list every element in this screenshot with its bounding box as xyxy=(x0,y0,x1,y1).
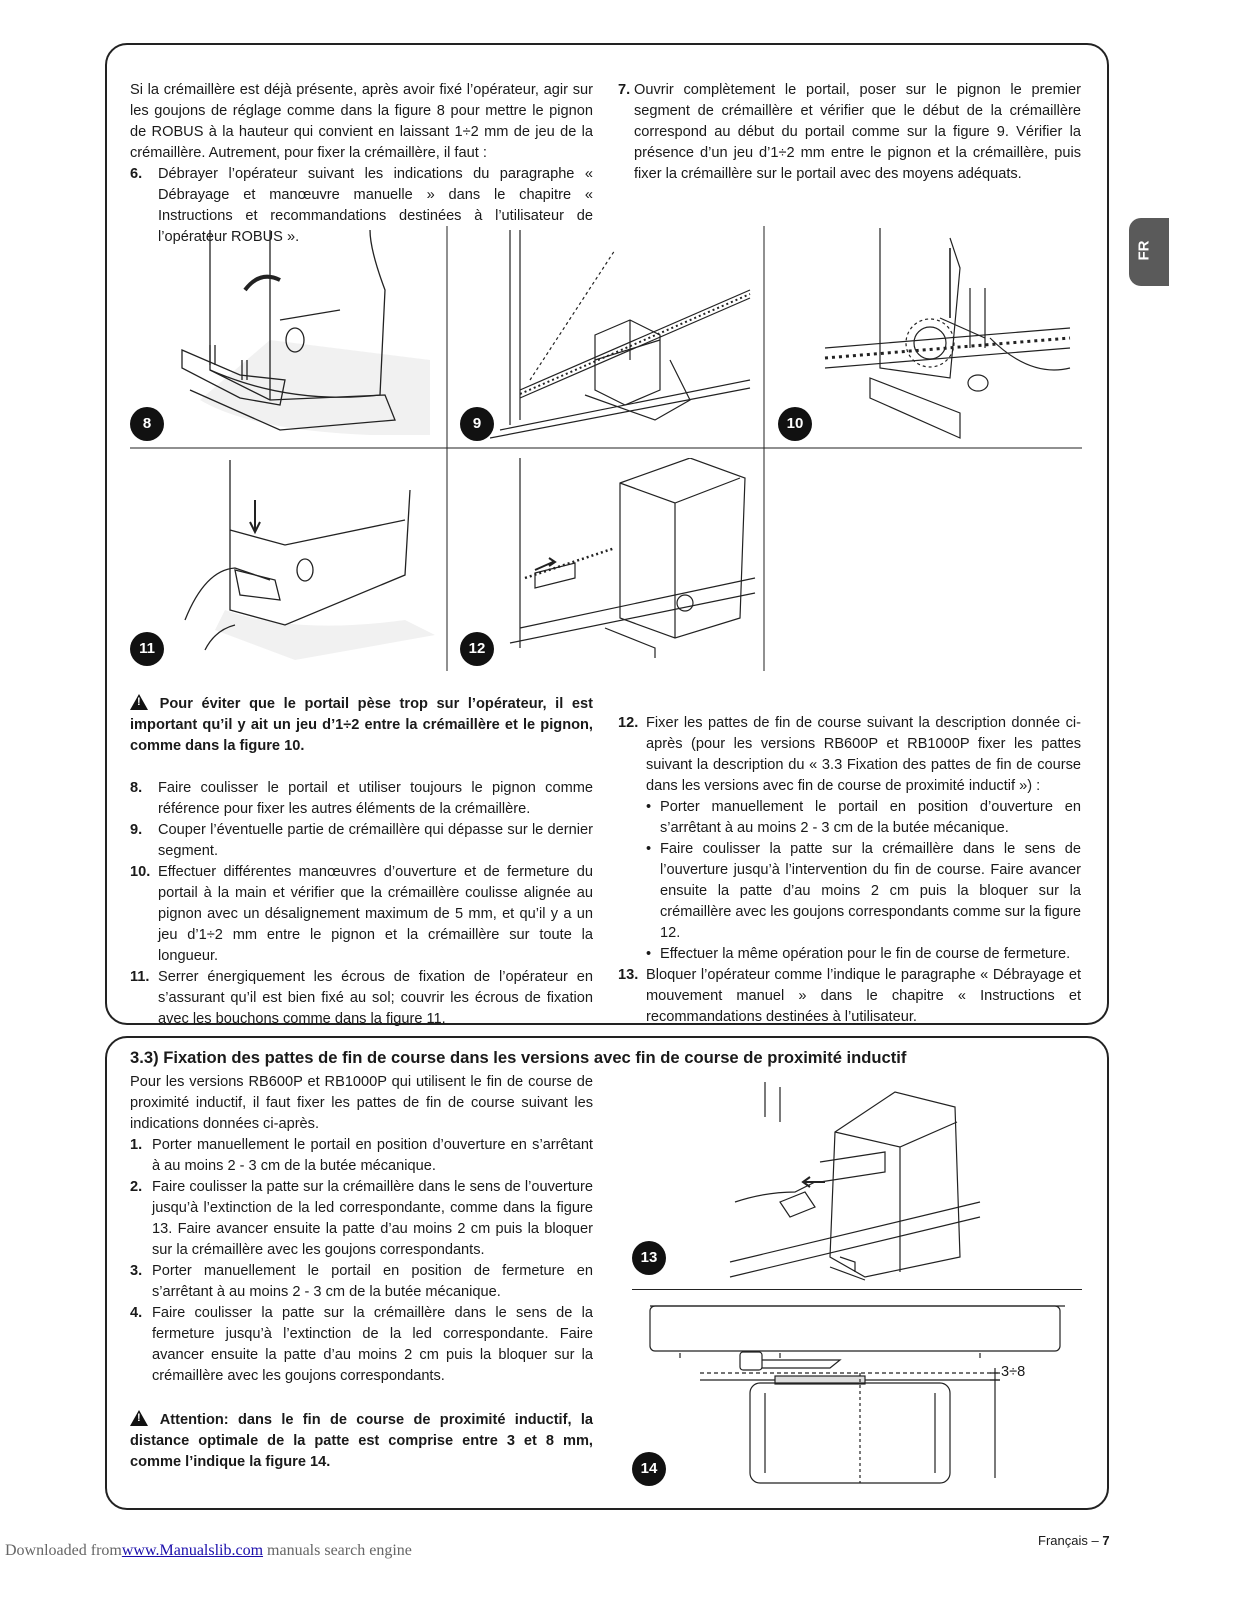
figure-8-illustration xyxy=(170,230,440,440)
figure-11-badge: 11 xyxy=(130,632,164,666)
figure-10-badge: 10 xyxy=(778,407,812,441)
download-banner xyxy=(5,1542,412,1560)
step-7: 7. Ouvrir complètement le portail, poser sur le pignon le premier segment de crémaillère et vérifier que le début de la crémaillère correspond au début du portail comme sur la figure 9. Vérifier la présence d’un jeu d’1÷2 mm entre le pignon et la crémaillère, puis fixer la crémaillère sur le portail avec des moyens adéquats. xyxy=(618,82,1081,182)
section-heading: 3.3) Fixation des pattes de fin de course dans les versions avec fin de course de proximité inductif xyxy=(130,1048,907,1067)
step7-column xyxy=(618,80,1081,185)
bullet-item: • Effectuer la même opération pour le fin de course de fermeture. xyxy=(646,944,1081,965)
section-step-2: 2. Faire coulisser la patte sur la crémaillère dans le sens de l’ouverture jusqu’à l’extinction de la led correspondante, comme dans la figure 13. Faire avancer ensuite la patte d’au moins 2 cm puis la bloquer sur la crémaillère avec les goujons correspondants. xyxy=(130,1179,593,1258)
figure-10-illustration xyxy=(810,228,1080,443)
figure-14-illustration xyxy=(640,1298,1085,1488)
warning-icon xyxy=(130,1410,148,1426)
figure-12-illustration xyxy=(505,458,760,668)
download-prefix: Downloaded from xyxy=(5,1542,122,1559)
section-step-1: 1. Porter manuellement le portail en position d’ouverture en s’arrêtant à au moins 2 - 3 cm de la butée mécanique. xyxy=(130,1137,593,1174)
footer-language: Français – xyxy=(1038,1533,1099,1548)
bullet-item: • Porter manuellement le portail en position d’ouverture en s’arrêtant à au moins 2 - 3 cm de la butée mécanique. xyxy=(646,797,1081,839)
intro-paragraph: Si la crémaillère est déjà présente, après avoir fixé l’opérateur, agir sur les goujons de réglage comme dans la figure 8 pour mettre le pignon de ROBUS à la hauteur qui convient en laissant 1÷2 mm de jeu de la crémaillère. Autrement, pour fixer la crémaillère, il faut : xyxy=(130,82,593,161)
figure-11-illustration xyxy=(175,460,440,665)
figure-12-badge: 12 xyxy=(460,632,494,666)
step12-column xyxy=(618,713,1081,1028)
language-tab xyxy=(1129,218,1169,286)
step-9: 9. Couper l’éventuelle partie de crémaillère qui dépasse sur le dernier segment. xyxy=(130,822,593,859)
figure-separator xyxy=(632,1289,1082,1290)
step-6: 6. Débrayer l’opérateur suivant les indications du paragraphe « Débrayage et manœuvre manuelle » dans le chapitre « Instructions et recommandations destinées à l’utilisateur de l’opérateur ROBUS ». xyxy=(130,166,593,245)
warning-icon xyxy=(130,694,148,710)
figure-14-badge: 14 xyxy=(632,1452,666,1486)
bullet-item: • Faire coulisser la patte sur la crémaillère dans le sens de l’ouverture jusqu’à l’intervention du fin de course. Faire avancer ensuite la patte d’au moins 2 cm puis la bloquer sur la crémaillère avec les goujons correspondants comme sur la figure 12. xyxy=(646,839,1081,944)
figure-8-badge: 8 xyxy=(130,407,164,441)
language-tab-label: FR xyxy=(1135,240,1153,261)
step-11: 11. Serrer énergiquement les écrous de fixation de l’opérateur en s’assurant qu’il est bien fixé au sol; couvrir les écrous de fixation avec les bouchons comme dans la figure 11. xyxy=(130,969,593,1027)
figure-9-illustration xyxy=(490,230,760,445)
step-8: 8. Faire coulisser le portail et utiliser toujours le pignon comme référence pour fixer les autres éléments de la crémaillère. xyxy=(130,780,593,817)
step-13: 13. Bloquer l’opérateur comme l’indique le paragraphe « Débrayage et mouvement manuel » dans le chapitre « Instructions et recommandations destinées à l’utilisateur. xyxy=(618,967,1081,1025)
section-3-3-text xyxy=(130,1072,593,1473)
section-step-3: 3. Porter manuellement le portail en position de fermeture en s’arrêtant à au moins 2 - 3 cm de la butée mécanique. xyxy=(130,1263,593,1300)
step-12: 12. Fixer les pattes de fin de course suivant la description donnée ci-après (pour les versions RB600P et RB1000P fixer les pattes suivant la description du « 3.3 Fixation des pattes de fin de course dans les versions avec fin de course de proximité inductif ») : xyxy=(618,715,1081,794)
figure-13-illustration xyxy=(725,1082,985,1287)
step-10: 10. Effectuer différentes manœuvres d’ouverture et de fermeture du portail à la main et vérifier que la crémaillère coulisse alignée au pignon avec un désalignement maximum de 5 mm, et qu’il y a un jeu d’1÷2 mm entre le pignon et la crémaillère sur toute la longueur. xyxy=(130,864,593,964)
warning-column xyxy=(130,692,593,1030)
step-12-bullets xyxy=(618,797,1081,965)
warning-text-1: ! Pour éviter que le portail pèse trop sur l’opérateur, il est important qu’il y ait un jeu d’1÷2 entre la crémaillère et le pignon, comme dans la figure 10. xyxy=(130,692,593,757)
dimension-label: 3÷8 xyxy=(1001,1364,1026,1380)
warning-text-2: ! Attention: dans le fin de course de proximité inductif, la distance optimale de la patte est comprise entre 3 et 8 mm, comme l’indique la figure 14. xyxy=(130,1408,593,1473)
intro-column xyxy=(130,80,593,248)
page-footer xyxy=(1038,1533,1110,1548)
section-intro: Pour les versions RB600P et RB1000P qui utilisent le fin de course de proximité inductif, il faut fixer les pattes de fin de course suivant les indications données ci-après. xyxy=(130,1074,593,1132)
manualslib-link[interactable]: www.Manualslib.com xyxy=(121,1542,264,1559)
download-suffix: manuals search engine xyxy=(267,1542,412,1559)
figure-9-badge: 9 xyxy=(460,407,494,441)
figure-13-badge: 13 xyxy=(632,1241,666,1275)
page-number: 7 xyxy=(1102,1533,1110,1548)
section-step-4: 4. Faire coulisser la patte sur la crémaillère dans le sens de la fermeture jusqu’à l’extinction de la led correspondante. Faire avancer ensuite la patte d’au moins 2 cm puis la bloquer sur la crémaillère avec les goujons correspondants. xyxy=(130,1305,593,1384)
